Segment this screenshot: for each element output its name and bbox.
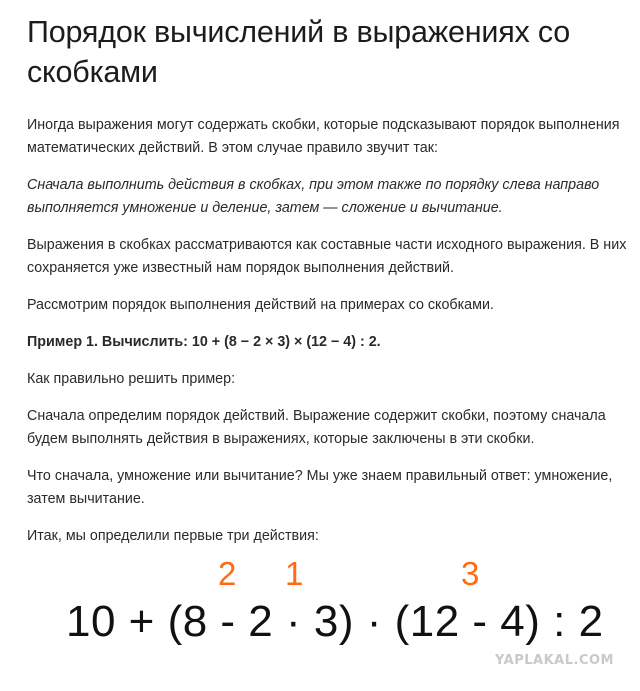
step-number-minus: 2 (218, 555, 237, 592)
step-number-inner-bracket: 3 (461, 555, 480, 592)
formula-block (0, 548, 640, 658)
first-step-paragraph: Сначала определим порядок действий. Выражение содержит скобки, поэтому сначала будем выполнять действия в выражениях, которые заключены в эти скобки. (27, 408, 606, 447)
article (27, 12, 627, 548)
parts-paragraph: Выражения в скобках рассматриваются как составные части исходного выражения. В них сохраняется уже известный нам порядок выполнения действий. (27, 237, 627, 276)
intro-paragraph: Иногда выражения могут содержать скобки, которые подсказывают порядок выполнения математических действий. В этом случае правило звучит так: (27, 117, 620, 156)
how-paragraph: Как правильно решить пример: (27, 371, 236, 387)
example-paragraph: Пример 1. Вычислить: 10 + (8 − 2 × 3) × (12 − 4) : 2. (27, 334, 381, 350)
step-number-multiply: 1 (285, 555, 304, 592)
watermark: YAPLAKAL.COM (495, 653, 614, 668)
conclusion-paragraph: Итак, мы определили первые три действия: (27, 528, 319, 544)
math-expression: 10 + (8 - 2 · 3) · (12 - 4) : 2 (66, 597, 604, 646)
question-paragraph: Что сначала, умножение или вычитание? Мы уже знаем правильный ответ: умножение, затем вычитание. (27, 468, 613, 507)
page-title: Порядок вычислений в выражениях со скобками (27, 15, 571, 89)
rule-paragraph: Сначала выполнить действия в скобках, при этом также по порядку слева направо выполняется умножение и деление, затем — сложение и вычитание. (27, 177, 600, 216)
consider-paragraph: Рассмотрим порядок выполнения действий на примерах со скобками. (27, 297, 494, 313)
